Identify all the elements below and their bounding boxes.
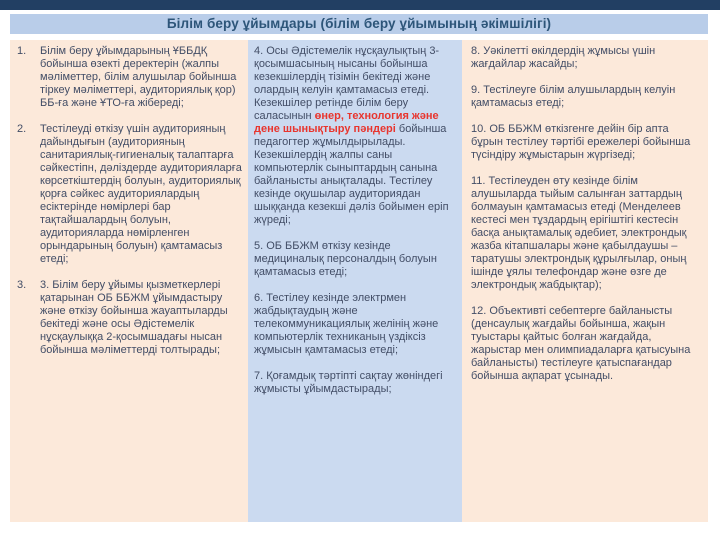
list-item-number: 1. [17, 45, 27, 57]
list-item-number: 3. [17, 279, 27, 291]
list-item [10, 123, 242, 266]
top-accent-bar [0, 0, 720, 10]
paragraph-12: 12. Объективті себептерге байланысты (денсаулық жағдайы бойынша, жақын туыстары қайтыс болған жағдайда, жарыстар мен олимпиадаларға қатысуына байланысты) тестілеуге қатыспағандар бойынша ақпарат ұсынады. [471, 305, 691, 382]
paragraph-4 [254, 45, 456, 227]
list-item [10, 45, 242, 110]
column-school-duties-3 [462, 40, 708, 522]
paragraph-4-after: бойынша педагогтер жұмылдырылады. Кезекшілердің жалпы саны компьютерлік сыныптардың санына байланысты анықталады. Тестілеу кезінде оқушылар аудиториядан шыққанда кезекші дәліз бойымен еріп жүреді; [254, 123, 449, 226]
content-columns [10, 40, 708, 522]
paragraph-10: 10. ОБ ББЖМ өткізгенге дейін бір апта бұрын тестілеу тәртібі ережелері бойынша түсіндіру жұмыстарын жүргізеді; [471, 123, 691, 161]
paragraph-5: 5. ОБ ББЖМ өткізу кезінде медициналық персоналдың болуын қамтамасыз етеді; [254, 240, 437, 278]
column-school-duties-2 [248, 40, 462, 522]
paragraph-7: 7. Қоғамдық тәртіпті сақтау жөніндегі жұмысты ұйымдастырады; [254, 370, 443, 395]
list-item [10, 279, 242, 357]
paragraph-8: 8. Уәкілетті өкілдердің жұмысы үшін жағдайлар жасайды; [471, 45, 656, 70]
paragraph-4-highlight: өнер, технология және дене шынықтыру пәндері [254, 110, 439, 135]
paragraph-11: 11. Тестілеуден өту кезінде білім алушыларда тыйым салынған заттардың болмауын қамтамасыз етеді (Менделеев кестесі мен тұздардың ерігіштігі кестесін басқа анықтамалық әдебиет, электрондық жазба кітапшалары және қабылдаушы – таратушы электрондық құрылғылар, оның ішінде ұялы телефондар және өзге де электрондық жабдықтар); [471, 175, 687, 291]
slide-title: Білім беру ұйымдары (білім беру ұйымының әкімшілігі) [10, 14, 708, 34]
column-school-duties-1 [10, 40, 248, 522]
paragraph-4-before: 4. Осы Әдістемелік нұсқаулықтың 3-қосымшасының нысаны бойынша кезекшілердің тізімін бекітеді және олардың келуін қамтамасыз етеді. Кезекшілер ретінде білім беру саласынын [254, 45, 440, 122]
list-item-text: Тестілеуді өткізу үшін аудиторияның дайындығын (аудиторияның санитариялық-гигиеналық талаптарға сәйкестіпн, дәліздерде аудиторияларға көрсеткіштердің болуын, аудиториялық қорға сәйкес аудиториялардың есіктерінде нөмірлері бар тақтайшалардың болуын, аудиторияларда нөмірленген орындарының болуын) қамтамасыз етеді; [40, 123, 242, 265]
list-item-number: 2. [17, 123, 27, 135]
paragraph-6: 6. Тестілеу кезінде электрмен жабдықтаудың және телекоммуникациялық желінің және компьютерлік техниканың үздіксіз жұмысын қамтамасыз етеді; [254, 292, 439, 356]
paragraph-9: 9. Тестілеуге білім алушылардың келуін қамтамасыз етеді; [471, 84, 676, 109]
list-item-text: 3. Білім беру ұйымы қызметкерлері қатарынан ОБ ББЖМ ұйымдастыру және өткізу бойынша жауаптыларды бекітеді және осы Әдістемелік нұсқаулыққа 2-қосымшадағы нысан бойынша мәліметтерді толтырады; [40, 279, 228, 356]
list-item-text: Білім беру ұйымдарының ҰББДҚ бойынша өзекті деректерін (жалпы мәліметтер, білім алушылар бойынша тіркеу мәліметтері, аудиториялық қор) ББ-ға және ҰТО-ға жібереді; [40, 45, 237, 109]
